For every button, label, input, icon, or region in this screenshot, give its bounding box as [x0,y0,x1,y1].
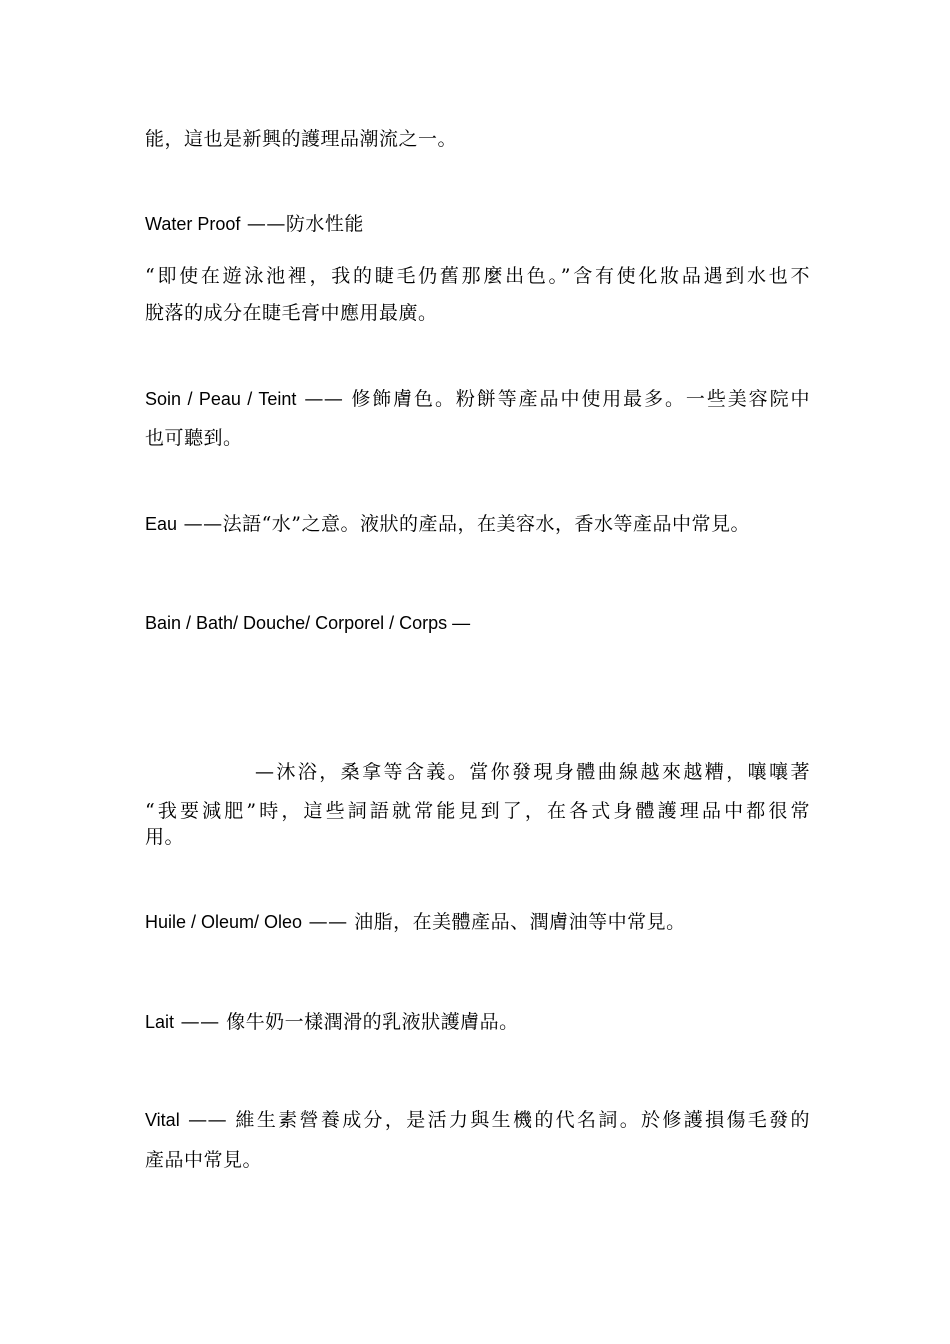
bain-heading: Bain / Bath/ Douche/ Corporel / Corps — [145,613,471,633]
huile-line [145,910,810,934]
term-vital: Vital [145,1110,180,1130]
water-proof-line-1: “即使在遊泳池裡，我的睫毛仍舊那麼出色。”含有使化妝品遇到水也不 [145,265,810,287]
lait-line [145,1010,810,1034]
water-proof-line-2: 脫落的成分在睫毛膏中應用最廣。 [145,302,438,324]
vital-line-1: Vital —— 維生素營養成分，是活力與生機的代名詞。於修護損傷毛發的 [145,1109,810,1131]
term-huile: Huile / Oleum/ Oleo [145,912,303,932]
soin-line-2: 也可聽到。 [145,427,243,449]
term-water-proof: Water Proof [145,214,241,234]
paragraph-intro-end: 能，這也是新興的護理品潮流之一。 [145,128,458,150]
definition-lait: —— 像牛奶一樣潤滑的乳液狀護膚品。 [174,1011,519,1033]
term-bain: Bain / Bath/ Douche/ Corporel / Corps [145,613,448,633]
bain-line-2: “我要減肥”時，這些詞語就常能見到了，在各式身體護理品中都很常 [145,800,810,822]
term-lait: Lait [145,1012,175,1032]
term-soin: Soin / Peau / Teint [145,389,297,409]
definition-huile: —— 油脂，在美體產品、潤膚油等中常見。 [302,911,686,933]
definition-water-proof: ——防水性能 [240,213,364,235]
eau-line [145,512,810,536]
heading-water-proof [145,212,810,236]
bain-line-3: 用。 [145,826,185,848]
term-eau: Eau [145,514,178,534]
definition-eau: ——法語“水”之意。液狀的產品，在美容水，香水等產品中常見。 [177,513,750,535]
vital-line-2: 產品中常見。 [145,1149,263,1171]
soin-line-1: Soin / Peau / Teint —— 修飾膚色。粉餅等產品中使用最多。一些美容院中 [145,388,810,410]
bain-line-1: —沐浴，桑拿等含義。當你發現身體曲線越來越糟，嚷嚷著 [255,761,810,783]
